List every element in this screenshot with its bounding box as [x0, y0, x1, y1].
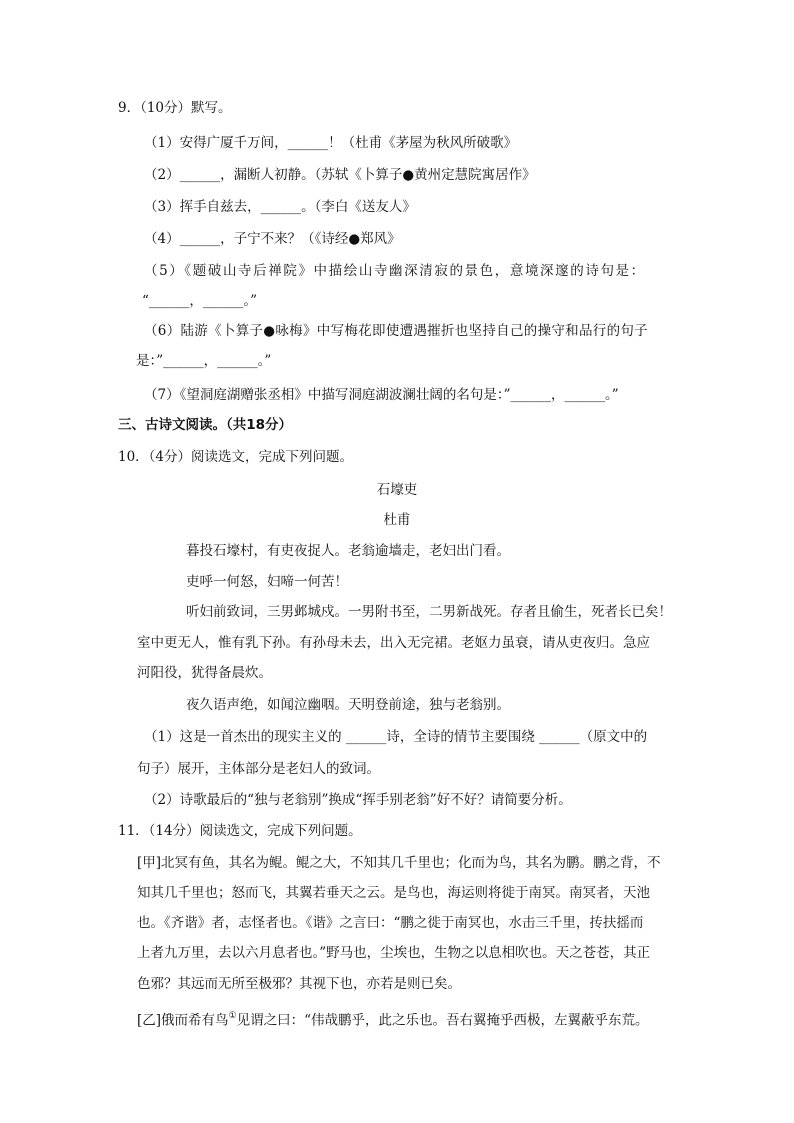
poem-author: 杜甫 — [383, 512, 411, 528]
q10-header: 10．（4分）阅读选文，完成下列问题。 — [118, 449, 354, 465]
q11-header: 11．（14分）阅读选文，完成下列问题。 — [118, 823, 362, 839]
q9-item-5-answer: “______，______。” — [142, 293, 258, 309]
q9-item-4: （4）______，子宁不来？（《诗经●郑风》 — [144, 231, 401, 247]
q9-item-2: （2）______，漏断人初静。（苏轼《卜算子●黄州定慧院寓居作》 — [144, 167, 536, 183]
passage-jia-line-4: 上者九万里，去以六月息者也。”野马也，尘埃也，生物之以息相吹也。天之苍苍，其正 — [137, 945, 651, 961]
poem-line-6: 夜久语声绝，如闻泣幽咽。天明登前途，独与老翁别。 — [186, 697, 510, 713]
footnote-marker: ① — [228, 1011, 237, 1021]
passage-jia-line-2: 知其几千里也；怒而飞，其翼若垂天之云。是鸟也，海运则将徙于南冥。南冥者，天池 — [137, 885, 650, 901]
poem-line-3: 听妇前致词，三男邺城戍。一男附书至，二男新战死。存者且偷生，死者长已矣！ — [186, 604, 672, 620]
poem-line-4: 室中更无人，惟有乳下孙。有孙母未去，出入无完裙。老妪力虽衰，请从吏夜归。急应 — [137, 635, 650, 651]
passage-jia-line-3: 也。《齐谐》者，志怪者也。《谐》之言曰：“鹏之徙于南冥也，水击三千里，抟扶摇而 — [137, 915, 644, 931]
poem-line-2: 吏呼一何怒，妇啼一何苦！ — [186, 574, 348, 590]
q9-item-7: （7）《望洞庭湖赠张丞相》中描写洞庭湖波澜壮阔的名句是：”______，______。” — [144, 387, 619, 403]
q9-item-3: （3）挥手自兹去，______。（李白《送友人》 — [144, 199, 416, 215]
q10-question-1-cont: 句子）展开，主体部分是老妇人的致词。 — [137, 761, 380, 777]
q9-item-5: （5）《题破山寺后禅院》中描绘山寺幽深清寂的景色，意境深邃的诗句是： — [144, 263, 646, 279]
q9-item-1: （1）安得广厦千万间，______！（杜甫《茅屋为秋风所破歌》 — [144, 135, 518, 151]
q10-question-2: （2）诗歌最后的“独与老翁别”换成“挥手别老翁”好不好？请简要分析。 — [144, 792, 572, 808]
q9-item-6-answer: 是：”______，______。” — [136, 353, 272, 369]
passage-yi-start: [乙]俄而希有鸟 — [137, 1012, 229, 1029]
passage-jia-line-5: 色邪？其远而无所至极邪？其视下也，亦若是则已矣。 — [137, 976, 461, 992]
passage-jia-line-1: [甲]北冥有鱼，其名为鲲。鲲之大，不知其几千里也；化而为鸟，其名为鹏。鹏之背，不 — [137, 855, 661, 871]
q9-item-6: （6）陆游《卜算子●咏梅》中写梅花即使遭遇摧折也坚持自己的操守和品行的句子 — [144, 323, 648, 339]
section-3-title: 三、古诗文阅读。（共18分） — [118, 417, 293, 433]
poem-line-5: 河阳役，犹得备晨炊。 — [137, 665, 272, 681]
q10-question-1: （1）这是一首杰出的现实主义的 ______诗，全诗的情节主要围绕 ______（原文中的 — [144, 729, 648, 745]
passage-yi-rest: 见谓之曰：“伟哉鹏乎，此之乐也。吾右翼掩乎西极，左翼蔽乎东荒。 — [236, 1012, 649, 1029]
poem-line-1: 暮投石壕村，有吏夜捉人。老翁逾墙走，老妇出门看。 — [186, 543, 510, 559]
passage-yi-line-1 — [137, 1007, 649, 1031]
poem-title: 石壕吏 — [376, 482, 418, 498]
q9-header: 9．（10分）默写。 — [118, 100, 232, 116]
